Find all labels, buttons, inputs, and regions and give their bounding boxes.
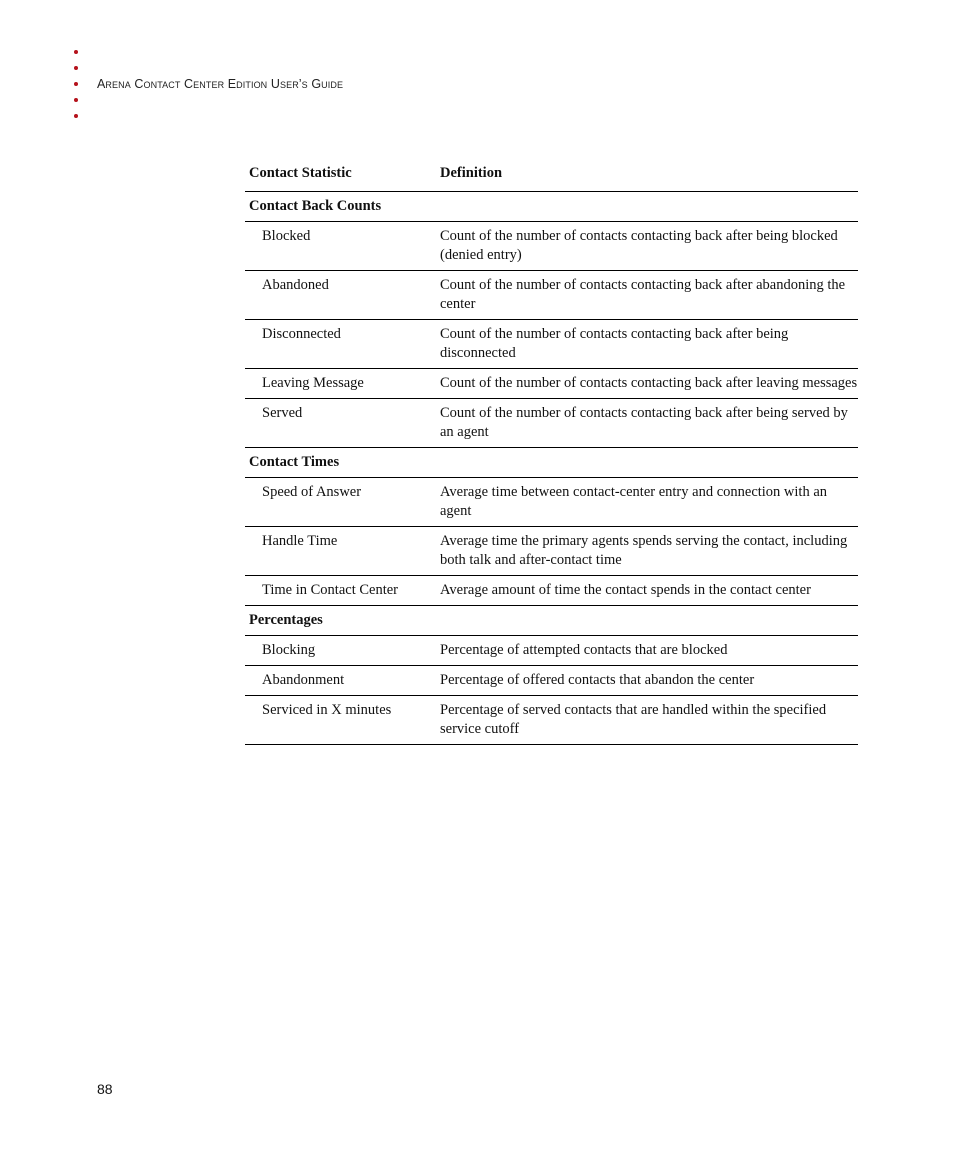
definition-cell: Count of the number of contacts contacting back after being served by an agent xyxy=(440,405,848,440)
table-row xyxy=(245,399,858,448)
statistic-cell: Blocking xyxy=(262,642,316,658)
bullet-icon xyxy=(74,98,78,102)
definition-cell: Average amount of time the contact spends in the contact center xyxy=(440,582,811,598)
column-header-statistic: Contact Statistic xyxy=(249,165,352,181)
table-row xyxy=(245,666,858,696)
definition-cell: Average time between contact-center entry and connection with an agent xyxy=(440,484,828,519)
definition-cell: Percentage of offered contacts that abandon the center xyxy=(440,672,755,688)
statistic-cell: Time in Contact Center xyxy=(262,582,398,598)
contact-statistics-table xyxy=(245,158,858,745)
table-group-row xyxy=(245,192,858,222)
statistic-cell: Leaving Message xyxy=(262,375,364,391)
statistic-cell: Blocked xyxy=(262,228,311,244)
table-row xyxy=(245,636,858,666)
running-head: Arena Contact Center Edition User’s Guide xyxy=(97,77,344,91)
bullet-icon xyxy=(74,82,78,86)
definition-cell: Average time the primary agents spends serving the contact, including both talk and after-contact time xyxy=(440,533,848,568)
table-row xyxy=(245,271,858,320)
group-title: Percentages xyxy=(249,612,323,628)
statistic-cell: Handle Time xyxy=(262,533,338,549)
definition-cell: Count of the number of contacts contacting back after abandoning the center xyxy=(440,277,846,312)
definition-cell: Percentage of attempted contacts that are blocked xyxy=(440,642,728,658)
table-row xyxy=(245,369,858,399)
definition-cell: Count of the number of contacts contacting back after being disconnected xyxy=(440,326,789,361)
statistic-cell: Abandoned xyxy=(262,277,329,293)
definition-cell: Count of the number of contacts contacting back after leaving messages xyxy=(440,375,858,391)
table-group-row xyxy=(245,448,858,478)
table-row xyxy=(245,527,858,576)
bullet-icon xyxy=(74,50,78,54)
table-group-row xyxy=(245,606,858,636)
bullet-icon xyxy=(74,66,78,70)
table-body xyxy=(245,192,858,745)
column-header-definition: Definition xyxy=(440,165,503,181)
statistic-cell: Disconnected xyxy=(262,326,341,342)
table-row xyxy=(245,222,858,271)
statistic-cell: Serviced in X minutes xyxy=(262,702,392,718)
table-row xyxy=(245,696,858,745)
group-title: Contact Times xyxy=(249,454,340,470)
header-bullets xyxy=(74,44,343,124)
statistic-cell: Served xyxy=(262,405,303,421)
table-row xyxy=(245,320,858,369)
statistic-cell: Speed of Answer xyxy=(262,484,362,500)
definition-cell: Count of the number of contacts contacting back after being blocked (denied entry) xyxy=(440,228,838,263)
definition-cell: Percentage of served contacts that are handled within the specified service cutoff xyxy=(440,702,827,737)
table-header-row xyxy=(245,158,858,192)
page-number: 88 xyxy=(97,1081,113,1097)
table-row xyxy=(245,576,858,606)
group-title: Contact Back Counts xyxy=(249,198,382,214)
statistic-cell: Abandonment xyxy=(262,672,345,688)
bullet-icon xyxy=(74,114,78,118)
table-row xyxy=(245,478,858,527)
